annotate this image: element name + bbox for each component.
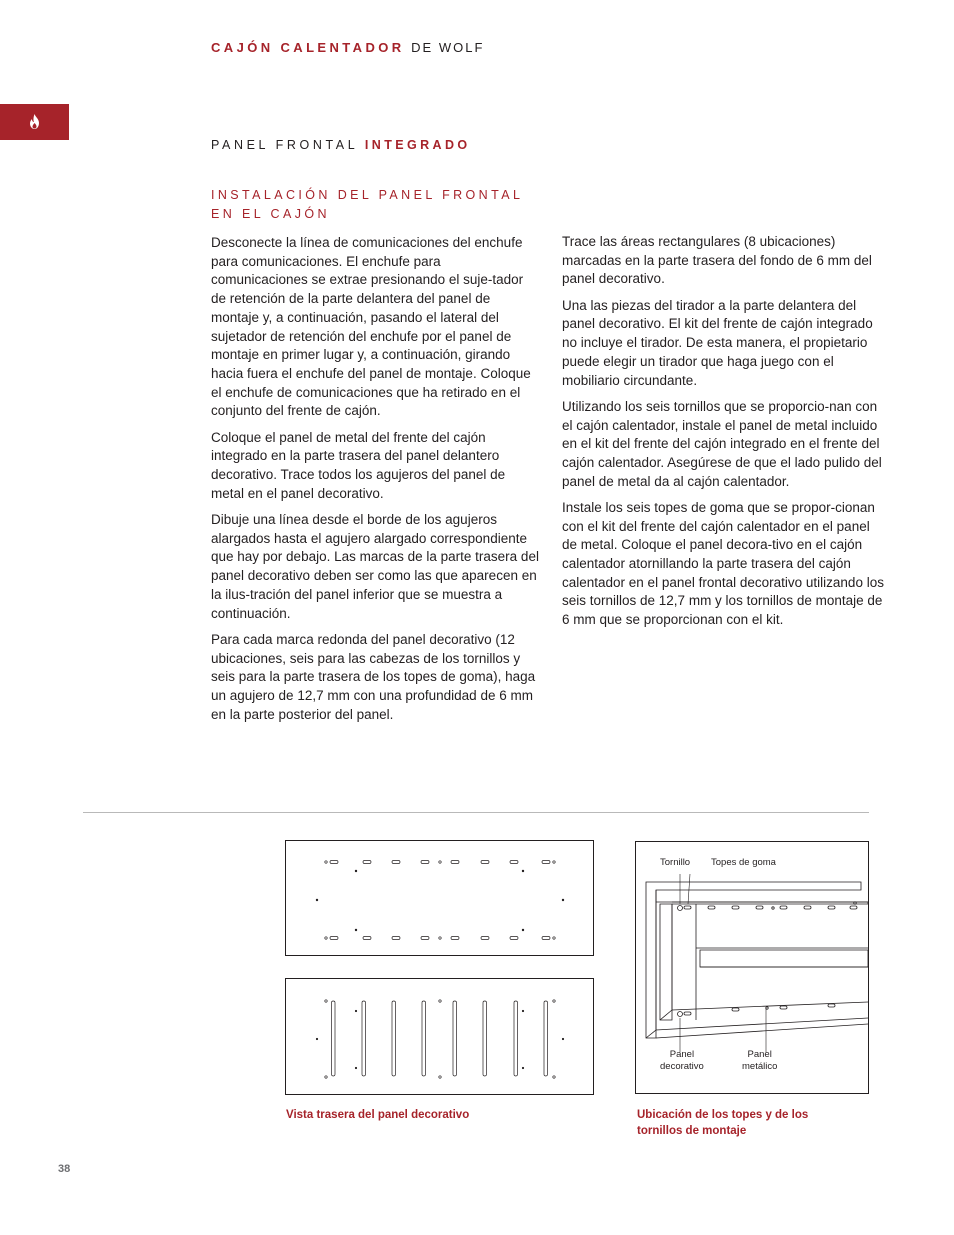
subheading-line-1: INSTALACIÓN DEL PANEL FRONTAL [211,188,524,202]
paragraph: Utilizando los seis tornillos que se proporcio-nan con el cajón calentador, instale el panel de metal incluido en el kit del frente del cajón integrado en el frente del cajón calentador. Asegúrese de que el lado pulido del panel de metal da al cajón calentador. [562,398,882,489]
round-marks-top-row [325,861,555,863]
left-column [211,234,541,732]
leader-lines [680,874,766,1052]
right-column [562,233,887,637]
subheading [211,186,541,224]
paragraph: Coloque el panel de metal del frente del cajón integrado en la parte trasera del panel delantero decorativo. Trace todos los agujeros del panel de metal en el panel decorativo. [211,429,506,501]
caption-right-line-1: Ubicación de los topes y de los [637,1109,809,1121]
dot-marks [316,1010,564,1069]
stop-marks-top [684,906,857,909]
panel-back-view-top [285,840,594,956]
section-title-prefix: PANEL FRONTAL [211,138,358,152]
label-panel-decorativo-line-1: Panel [669,1049,695,1060]
paragraph: Instale los seis topes de goma que se propor-cionan con el kit del frente del cajón calentador en el panel de metal. Coloque el panel decora-tivo en el cajón calentador atornillando la parte trasera del cajón calentador en el panel frontal decorativo utilizando los seis tornillos de 12,7 mm y los tornillos de montaje de 6 mm que se proporcionan con el kit. [562,499,884,628]
paragraph: Para cada marca redonda del panel decorativo (12 ubicaciones, seis para las cabezas de los tornillos y seis para la parte trasera de los topes de goma), haga un agujero de 12,7 mm con una profundidad de 6 mm en la parte posterior del panel. [211,631,536,722]
section-tab [0,104,69,140]
label-panel-metalico [742,1049,777,1073]
section-title-accent: INTEGRADO [364,138,471,152]
section-title [211,138,471,152]
elongated-slot-lines [332,1001,548,1076]
page-number: 38 [58,1163,71,1175]
paragraph: Dibuje una línea desde el borde de los agujeros alargados hasta el agujero alargado correspondiente que hay por debajo. Las marcas de la parte trasera del panel decorativo deben ser como las que aparecen en la ilus-tración del panel inferior que se muestra a continuación. [211,512,539,621]
caption-right [637,1107,808,1139]
divider [83,812,869,813]
label-panel-decorativo [660,1049,704,1073]
round-marks-bottom-row [325,937,555,939]
dot-marks [316,870,564,931]
label-tornillo: Tornillo [660,857,691,868]
paragraph: Desconecte la línea de comunicaciones del enchufe para comunicaciones. El enchufe para comunicaciones se extrae presionando el suje-tador de retención de la parte delantera del panel de montaje y, a continuación, pasando el lateral del sujetador de retención del enchufe por el panel de montaje en primer lugar y, a continuación, girando hacia fuera el enchufe del panel de montaje. Coloque el enchufe de comunicaciones que ha retirado en el conjunto del frente de cajón. [211,235,531,419]
header-brand: CAJÓN CALENTADOR [211,40,405,55]
stops-screws-figure [635,841,869,1094]
caption-left: Vista trasera del panel decorativo [286,1109,470,1121]
caption-right-line-2: tornillos de montaje [637,1125,747,1137]
label-panel-metalico-line-2: metálico [742,1061,778,1072]
running-header [211,40,484,55]
header-suffix: DE WOLF [411,40,485,55]
label-topes-de-goma: Topes de goma [711,857,776,868]
round-marks [325,1000,555,1078]
panel-back-view-bottom [285,978,594,1095]
paragraph: Una las piezas del tirador a la parte delantera del panel decorativo. El kit del frente de cajón integrado no incluye el tirador. De esta manera, el propietario puede elegir un tirador que haga juego con el mobiliario circundante. [562,297,873,388]
flame-icon [29,114,40,129]
label-panel-decorativo-line-2: decorativo [660,1061,704,1072]
label-panel-metalico-line-1: Panel [747,1049,772,1060]
stop-marks-bottom [684,1004,835,1015]
subheading-line-2: EN EL CAJÓN [211,207,330,221]
paragraph: Trace las áreas rectangulares (8 ubicaciones) marcadas en la parte trasera del fondo de 6 mm del panel decorativo. [562,234,872,287]
